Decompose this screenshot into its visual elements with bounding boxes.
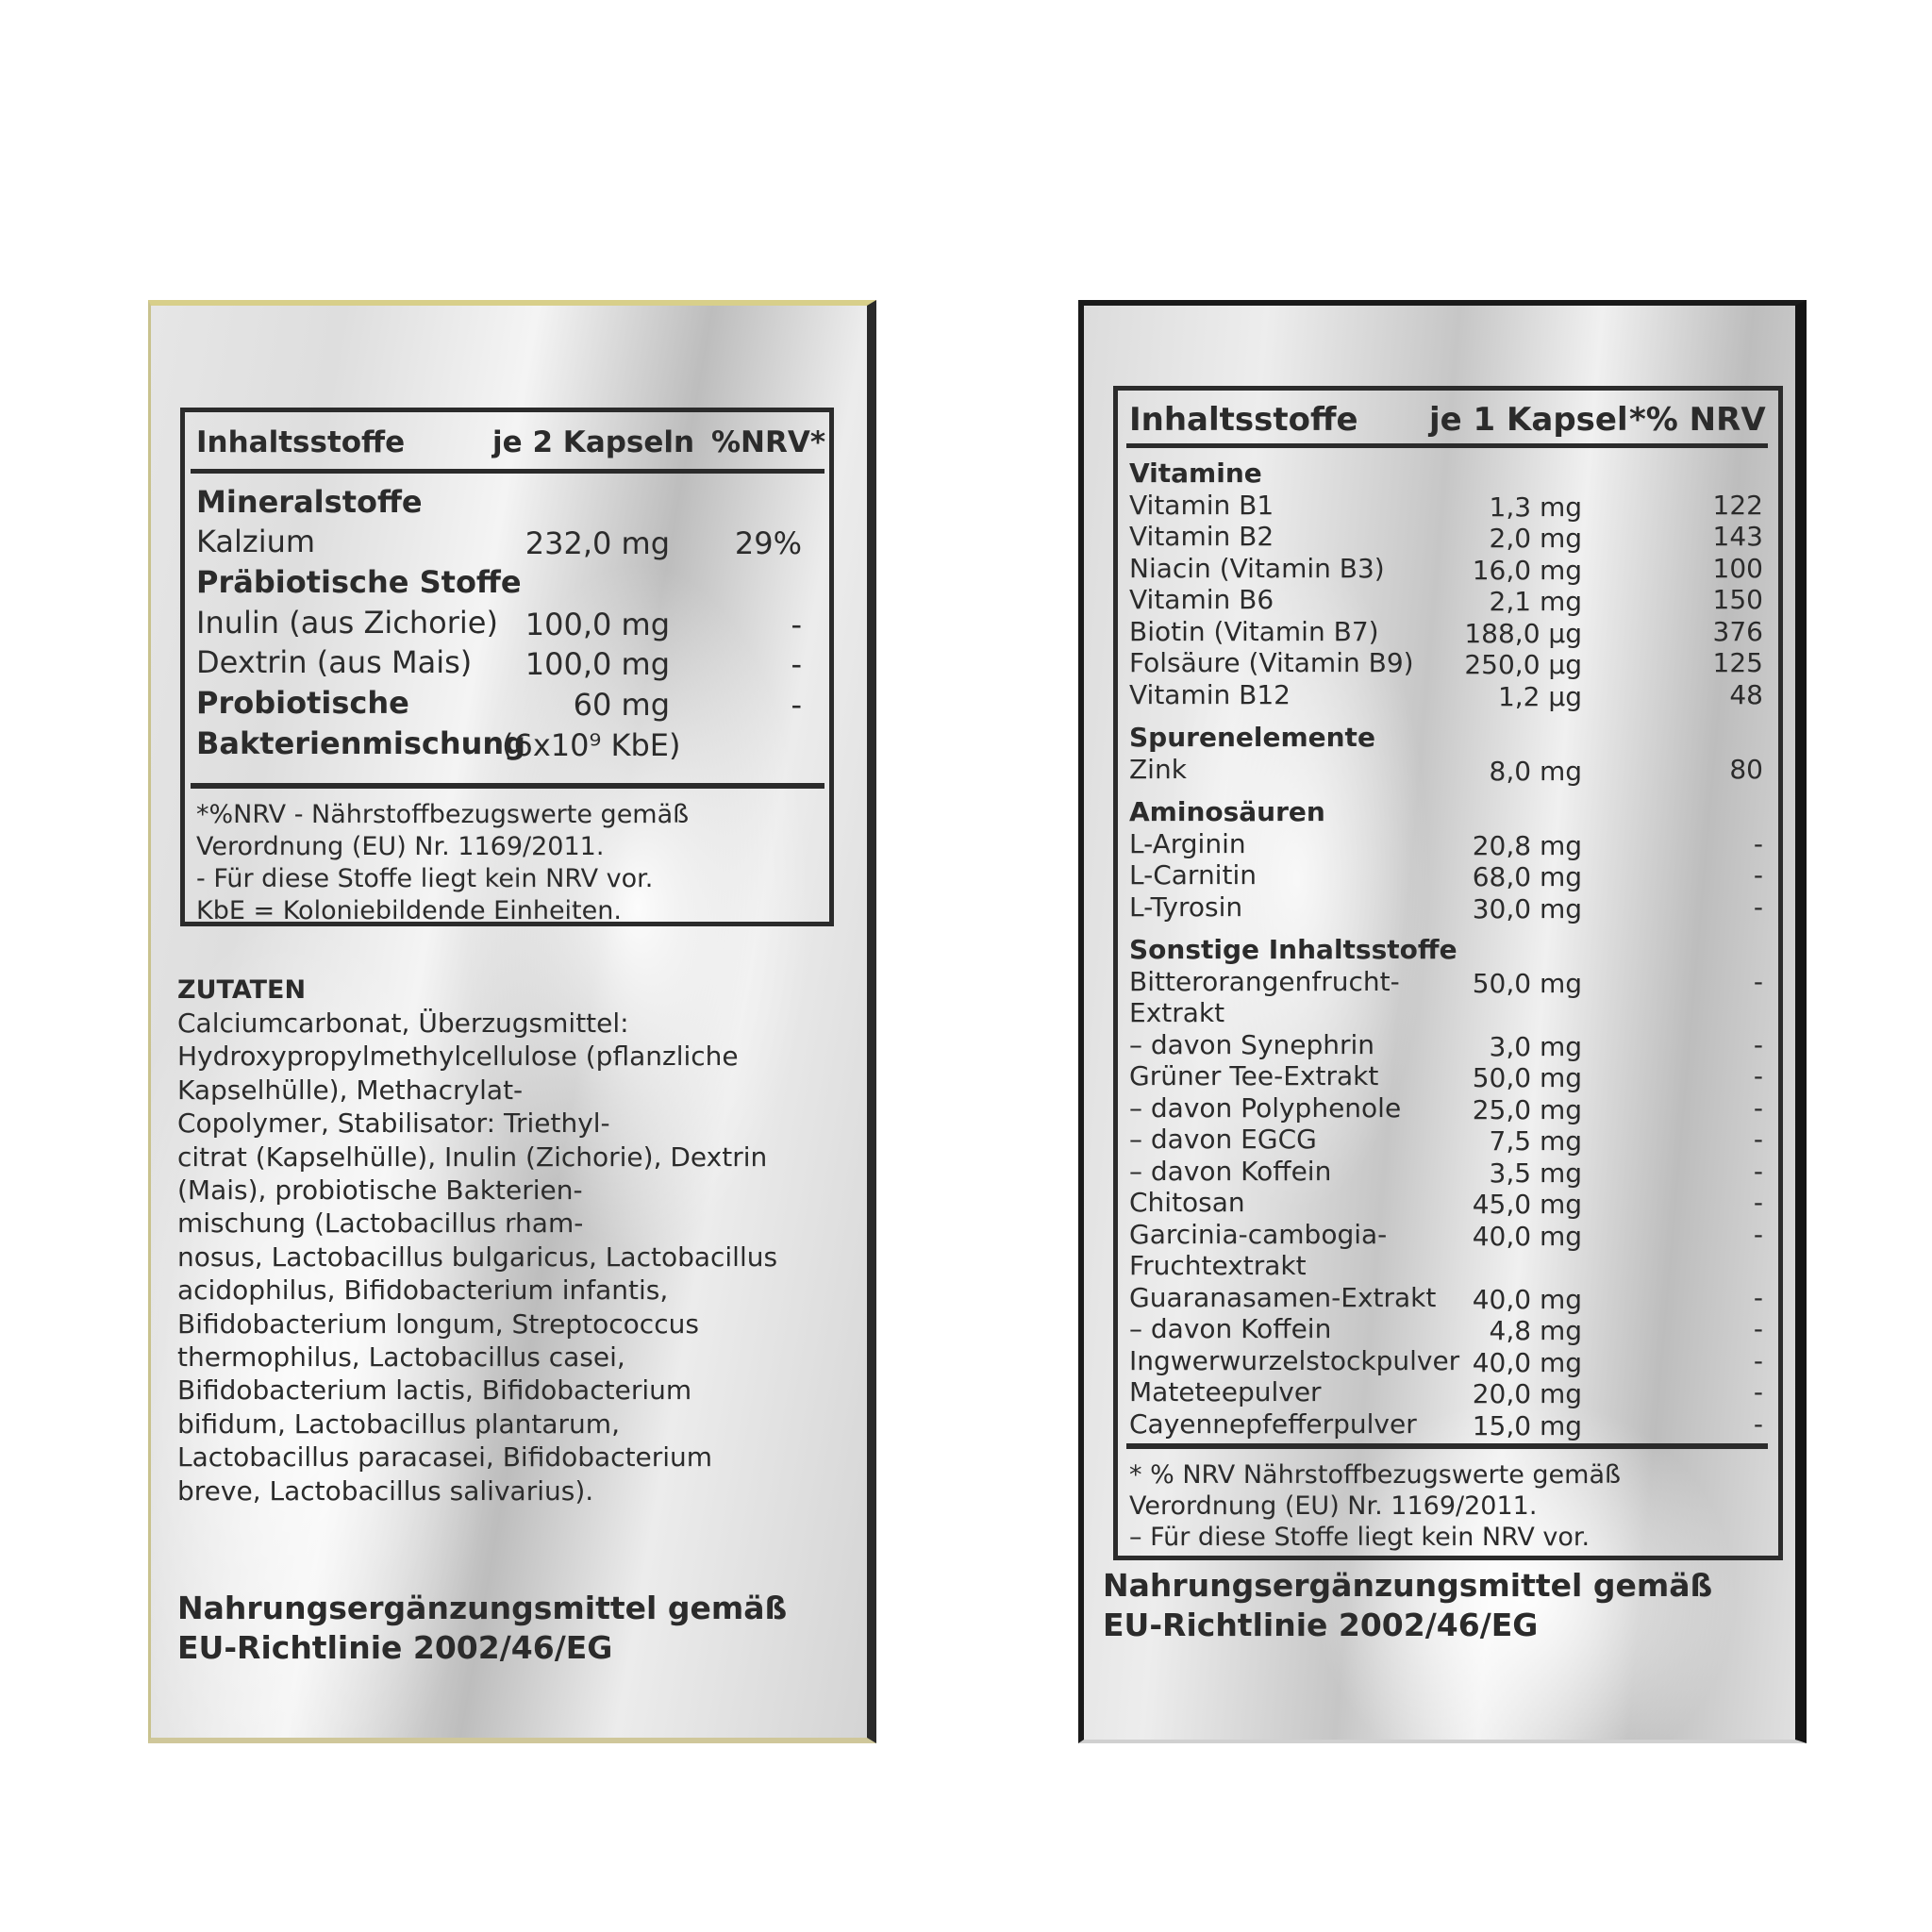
ingredients-line: thermophilus, Lactobacillus casei,	[177, 1341, 625, 1373]
right-row-amount: 20,8 mg	[1472, 829, 1582, 861]
right-footnote: Verordnung (EU) Nr. 1169/2011.	[1129, 1491, 1538, 1521]
right-row-nrv: -	[1753, 827, 1763, 859]
right-row-nrv: -	[1753, 1187, 1763, 1218]
right-row-amount: 40,0 mg	[1472, 1220, 1582, 1252]
right-row-nrv: -	[1753, 1344, 1763, 1376]
right-row-amount: 16,0 mg	[1472, 554, 1582, 586]
left-row-nrv: -	[791, 646, 802, 682]
right-section-title: Vitamine	[1129, 458, 1262, 489]
right-row-name: L-Carnitin	[1129, 859, 1257, 891]
left-header-nrv: %NRV*	[711, 425, 826, 459]
right-row-nrv: -	[1753, 1281, 1763, 1313]
right-header-ingredients: Inhaltsstoffe	[1129, 401, 1358, 439]
right-row-nrv: -	[1753, 1376, 1763, 1407]
right-row-nrv: -	[1753, 965, 1763, 997]
ingredients-line: Lactobacillus paracasei, Bifidobacterium	[177, 1441, 713, 1474]
right-row-name: Grüner Tee-Extrakt	[1129, 1060, 1379, 1091]
right-header-nrv: *% NRV	[1629, 401, 1766, 439]
ingredients-line: (Mais), probiotische Bakterien-	[177, 1174, 583, 1206]
ingredients-line: nosus, Lactobacillus bulgaricus, Lactobacillus	[177, 1241, 778, 1273]
right-row-nrv: -	[1753, 1091, 1763, 1124]
right-row-amount: 45,0 mg	[1472, 1189, 1582, 1220]
right-row-amount: 50,0 mg	[1472, 967, 1582, 999]
left-row-amount: 60 mg	[573, 687, 670, 723]
left-row-name: Kalzium	[196, 524, 316, 559]
right-row-amount: 7,5 mg	[1489, 1125, 1582, 1157]
left-footnote-rule	[191, 783, 824, 789]
right-footnote-rule	[1126, 1443, 1768, 1449]
right-row-name: L-Arginin	[1129, 827, 1246, 859]
right-row-name: Vitamin B6	[1129, 584, 1274, 615]
right-row-name: Guaranasamen-Extrakt	[1129, 1281, 1437, 1313]
right-header-dose: je 1 Kapsel	[1429, 401, 1628, 439]
left-section-minerals: Mineralstoffe	[196, 484, 423, 520]
right-row-nrv: -	[1753, 859, 1763, 891]
right-row-nrv: -	[1753, 1028, 1763, 1060]
right-row-amount: 1,2 µg	[1497, 680, 1582, 712]
ingredients-line: Copolymer, Stabilisator: Triethyl-	[177, 1108, 610, 1140]
left-section-bacteria-mix: Bakterienmischung	[196, 725, 526, 761]
left-cfu-count: (6x10⁹ KbE)	[502, 727, 681, 763]
right-row-nrv: -	[1753, 1060, 1763, 1091]
left-row-amount: 232,0 mg	[525, 525, 670, 561]
right-row-amount: 50,0 mg	[1472, 1062, 1582, 1093]
right-row-nrv: 376	[1712, 615, 1763, 647]
ingredients-line: citrat (Kapselhülle), Inulin (Zichorie), Dextrin	[177, 1141, 768, 1173]
right-row-amount: 30,0 mg	[1472, 892, 1582, 924]
left-legal-line: Nahrungsergänzungsmittel gemäß	[177, 1590, 788, 1626]
left-row-nrv: -	[791, 687, 802, 723]
ingredients-line: mischung (Lactobacillus rham-	[177, 1208, 584, 1240]
ingredients-line: bifidum, Lactobacillus plantarum,	[177, 1407, 620, 1440]
ingredients-line: Hydroxypropylmethylcellulose (pflanzliche	[177, 1041, 739, 1073]
right-row-amount: 40,0 mg	[1472, 1283, 1582, 1315]
right-row-name: Mateteepulver	[1129, 1376, 1322, 1407]
right-package-side	[1078, 300, 1807, 1743]
right-row-nrv: -	[1753, 1313, 1763, 1344]
right-row-amount: 188,0 µg	[1464, 617, 1582, 649]
right-row-name: – davon Koffein	[1129, 1155, 1332, 1187]
right-row-nrv: 125	[1712, 647, 1763, 678]
right-legal-line: Nahrungsergänzungsmittel gemäß	[1103, 1567, 1713, 1604]
right-row-nrv: -	[1753, 1218, 1763, 1250]
right-row-name: Chitosan	[1129, 1187, 1245, 1218]
right-section-title: Sonstige Inhaltsstoffe	[1129, 934, 1457, 965]
right-row-amount: 2,1 mg	[1489, 586, 1582, 617]
right-row-amount: 25,0 mg	[1472, 1093, 1582, 1125]
right-section-title: Spurenelemente	[1129, 722, 1375, 753]
right-row-name: Niacin (Vitamin B3)	[1129, 552, 1385, 584]
ingredients-line: Calciumcarbonat, Überzugsmittel:	[177, 1008, 629, 1039]
right-row-amount: 20,0 mg	[1472, 1378, 1582, 1409]
right-row-name: – davon EGCG	[1129, 1124, 1317, 1155]
left-header-dose: je 2 Kapseln	[492, 425, 695, 459]
ingredients-line: Kapselhülle), Methacrylat-	[177, 1074, 524, 1106]
left-row-name: Inulin (aus Zichorie)	[196, 605, 498, 641]
right-row-amount: 250,0 µg	[1464, 649, 1582, 680]
right-row-nrv: 122	[1712, 489, 1763, 521]
right-row-nrv: -	[1753, 1407, 1763, 1440]
right-row-amount: 3,5 mg	[1489, 1157, 1582, 1189]
right-row-amount: 2,0 mg	[1489, 523, 1582, 554]
right-header-rule	[1126, 443, 1768, 448]
left-footnote: Verordnung (EU) Nr. 1169/2011.	[196, 832, 605, 861]
left-row-amount: 100,0 mg	[525, 646, 670, 682]
ingredients-line: Bifidobacterium longum, Streptococcus	[177, 1307, 699, 1340]
right-row-nrv: 100	[1712, 552, 1763, 584]
right-row-name: L-Tyrosin	[1129, 891, 1243, 923]
ingredients-line: acidophilus, Bifidobacterium infantis,	[177, 1274, 669, 1307]
right-row-amount: 4,8 mg	[1489, 1315, 1582, 1346]
left-package-side	[148, 300, 876, 1743]
right-row-name: Ingwerwurzelstockpulver	[1129, 1344, 1460, 1376]
left-row-nrv: 29%	[734, 525, 802, 561]
left-section-prebiotics: Präbiotische Stoffe	[196, 564, 522, 600]
right-row-name: – davon Synephrin	[1129, 1028, 1375, 1060]
left-footnote: - Für diese Stoffe liegt kein NRV vor.	[196, 864, 654, 893]
right-legal-line: EU-Richtlinie 2002/46/EG	[1103, 1607, 1539, 1643]
right-row-name: Zink	[1129, 753, 1187, 785]
right-row-nrv: -	[1753, 1155, 1763, 1187]
right-row-amount: 8,0 mg	[1489, 755, 1582, 787]
right-row-name: Folsäure (Vitamin B9)	[1129, 647, 1414, 678]
right-row-name: – davon Koffein	[1129, 1313, 1332, 1344]
right-row-amount: 40,0 mg	[1472, 1346, 1582, 1378]
right-row-name: Cayennepfefferpulver	[1129, 1407, 1417, 1440]
right-row-nrv: 143	[1712, 521, 1763, 552]
right-row-nrv: 150	[1712, 584, 1763, 615]
right-row-name: Extrakt	[1129, 997, 1225, 1028]
right-row-name: – davon Polyphenole	[1129, 1091, 1402, 1124]
left-legal-line: EU-Richtlinie 2002/46/EG	[177, 1629, 613, 1666]
left-row-nrv: -	[791, 607, 802, 642]
right-row-name: Vitamin B1	[1129, 489, 1274, 521]
right-footnote: * % NRV Nährstoffbezugswerte gemäß	[1129, 1460, 1622, 1490]
left-row-name: Dextrin (aus Mais)	[196, 644, 473, 680]
ingredients-line: breve, Lactobacillus salivarius).	[177, 1474, 594, 1507]
left-footnote: KbE = Koloniebildende Einheiten.	[196, 896, 622, 925]
right-row-name: Fruchtextrakt	[1129, 1250, 1307, 1281]
right-row-name: Biotin (Vitamin B7)	[1129, 615, 1379, 647]
ingredients-title: ZUTATEN	[177, 975, 307, 1005]
right-row-nrv: -	[1753, 1124, 1763, 1155]
right-row-nrv: 48	[1729, 678, 1763, 710]
right-footnote: – Für diese Stoffe liegt kein NRV vor.	[1129, 1523, 1591, 1552]
left-row-amount: 100,0 mg	[525, 607, 670, 642]
left-header-rule	[191, 469, 824, 474]
right-section-title: Aminosäuren	[1129, 796, 1325, 827]
left-section-probiotics: Probiotische	[196, 685, 409, 721]
right-row-name: Vitamin B12	[1129, 678, 1291, 710]
right-row-amount: 68,0 mg	[1472, 861, 1582, 892]
right-row-name: Bitterorangenfrucht-	[1129, 965, 1400, 997]
right-row-amount: 15,0 mg	[1472, 1409, 1582, 1441]
left-header-ingredients: Inhaltsstoffe	[196, 425, 406, 459]
left-footnote: *%NRV - Nährstoffbezugswerte gemäß	[196, 800, 690, 829]
ingredients-line: Bifidobacterium lactis, Bifidobacterium	[177, 1374, 692, 1407]
right-row-nrv: 80	[1729, 753, 1763, 785]
right-row-nrv: -	[1753, 891, 1763, 923]
right-row-name: Vitamin B2	[1129, 521, 1274, 552]
right-row-amount: 1,3 mg	[1489, 491, 1582, 523]
right-row-amount: 3,0 mg	[1489, 1030, 1582, 1062]
right-row-name: Garcinia-cambogia-	[1129, 1218, 1388, 1250]
